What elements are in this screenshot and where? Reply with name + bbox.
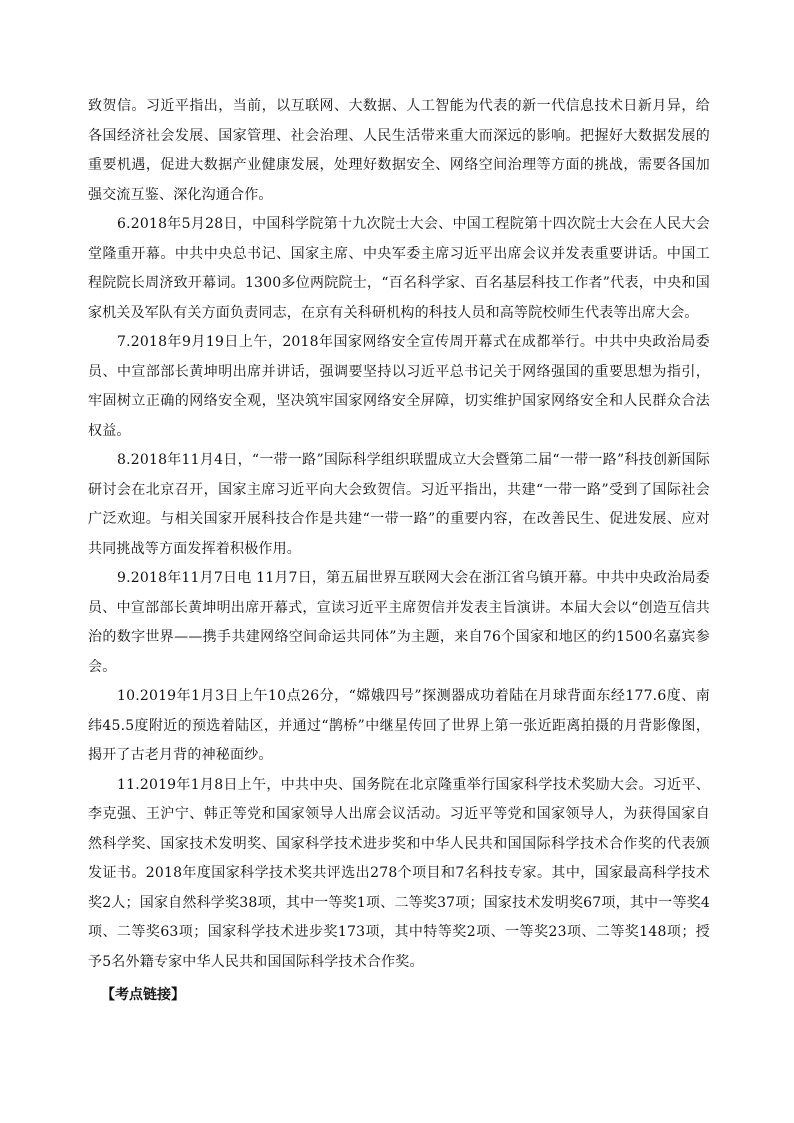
paragraph-item-9: 9.2018年11月7日电 11月7日，第五届世界互联网大会在浙江省乌镇开幕。中共中央政治局委员、中宣部部长黄坤明出席开幕式，宣读习近平主席贺信并发表主旨演讲。本届大会以“创造互信共治的数字世界——携手共建网络空间命运共同体”为主题，来自76个国家和地区的约1500名嘉宾参会。 [88,570,710,675]
section-heading: 【考点链接】 [101,987,185,1003]
paragraph-item-6: 6.2018年5月28日，中国科学院第十九次院士大会、中国工程院第十四次院士大会在人民大会堂隆重开幕。中共中央总书记、国家主席、中央军委主席习近平出席会议并发表重要讲话。中国工程院院长周济致开幕词。1300多位两院院士，“百名科学家、百名基层科技工作者”代表，中央和国家机关及军队有关方面负责同志，在京有关科研机构的科技人员和高等院校师生代表等出席大会。 [88,216,710,321]
paragraph-item-10: 10.2019年1月3日上午10点26分，“嫦娥四号”探测器成功着陆在月球背面东经177.6度、南纬45.5度附近的预选着陆区，并通过“鹊桥”中继星传回了世界上第一张近距离拍摄的月背影像图，揭开了古老月背的神秘面纱。 [88,688,710,763]
paragraph-item-8: 8.2018年11月4日，“一带一路”国际科学组织联盟成立大会暨第二届“一带一路”科技创新国际研讨会在北京召开，国家主席习近平向大会致贺信。习近平指出，共建“一带一路”受到了国际社会广泛欢迎。与相关国家开展科技合作是共建“一带一路”的重要内容，在改善民生、促进发展、应对共同挑战等方面发挥着积极作用。 [88,452,710,557]
paragraph-item-11: 11.2019年1月8日上午，中共中央、国务院在北京隆重举行国家科学技术奖励大会。习近平、李克强、王沪宁、韩正等党和国家领导人出席会议活动。习近平等党和国家领导人，为获得国家自然科学奖、国家技术发明奖、国家科学技术进步奖和中华人民共和国国际科学技术合作奖的代表颁发证书。2018年度国家科学技术奖共评选出278个项目和7名科技专家。其中，国家最高科学技术奖2人；国家自然科学奖38项，其中一等奖1项、二等奖37项；国家技术发明奖67项，其中一等奖4项、二等奖63项；国家科学技术进步奖173项，其中特等奖2项、一等奖23项、二等奖148项；授予5名外籍专家中华人民共和国国际科学技术合作奖。 [88,776,710,970]
document-page [88,92,710,1011]
paragraph-continuation: 致贺信。习近平指出，当前，以互联网、大数据、人工智能为代表的新一代信息技术日新月异，给各国经济社会发展、国家管理、社会治理、人民生活带来重大而深远的影响。把握好大数据发展的重要机遇，促进大数据产业健康发展，处理好数据安全、网络空间治理等方面的挑战，需要各国加强交流互鉴、深化沟通合作。 [88,98,710,203]
paragraph-item-7: 7.2018年9月19日上午，2018年国家网络安全宣传周开幕式在成都举行。中共中央政治局委员、中宣部部长黄坤明出席并讲话，强调要坚持以习近平总书记关于网络强国的重要思想为指引，牢固树立正确的网络安全观，坚决筑牢国家网络安全屏障，切实维护国家网络安全和人民群众合法权益。 [88,334,710,439]
